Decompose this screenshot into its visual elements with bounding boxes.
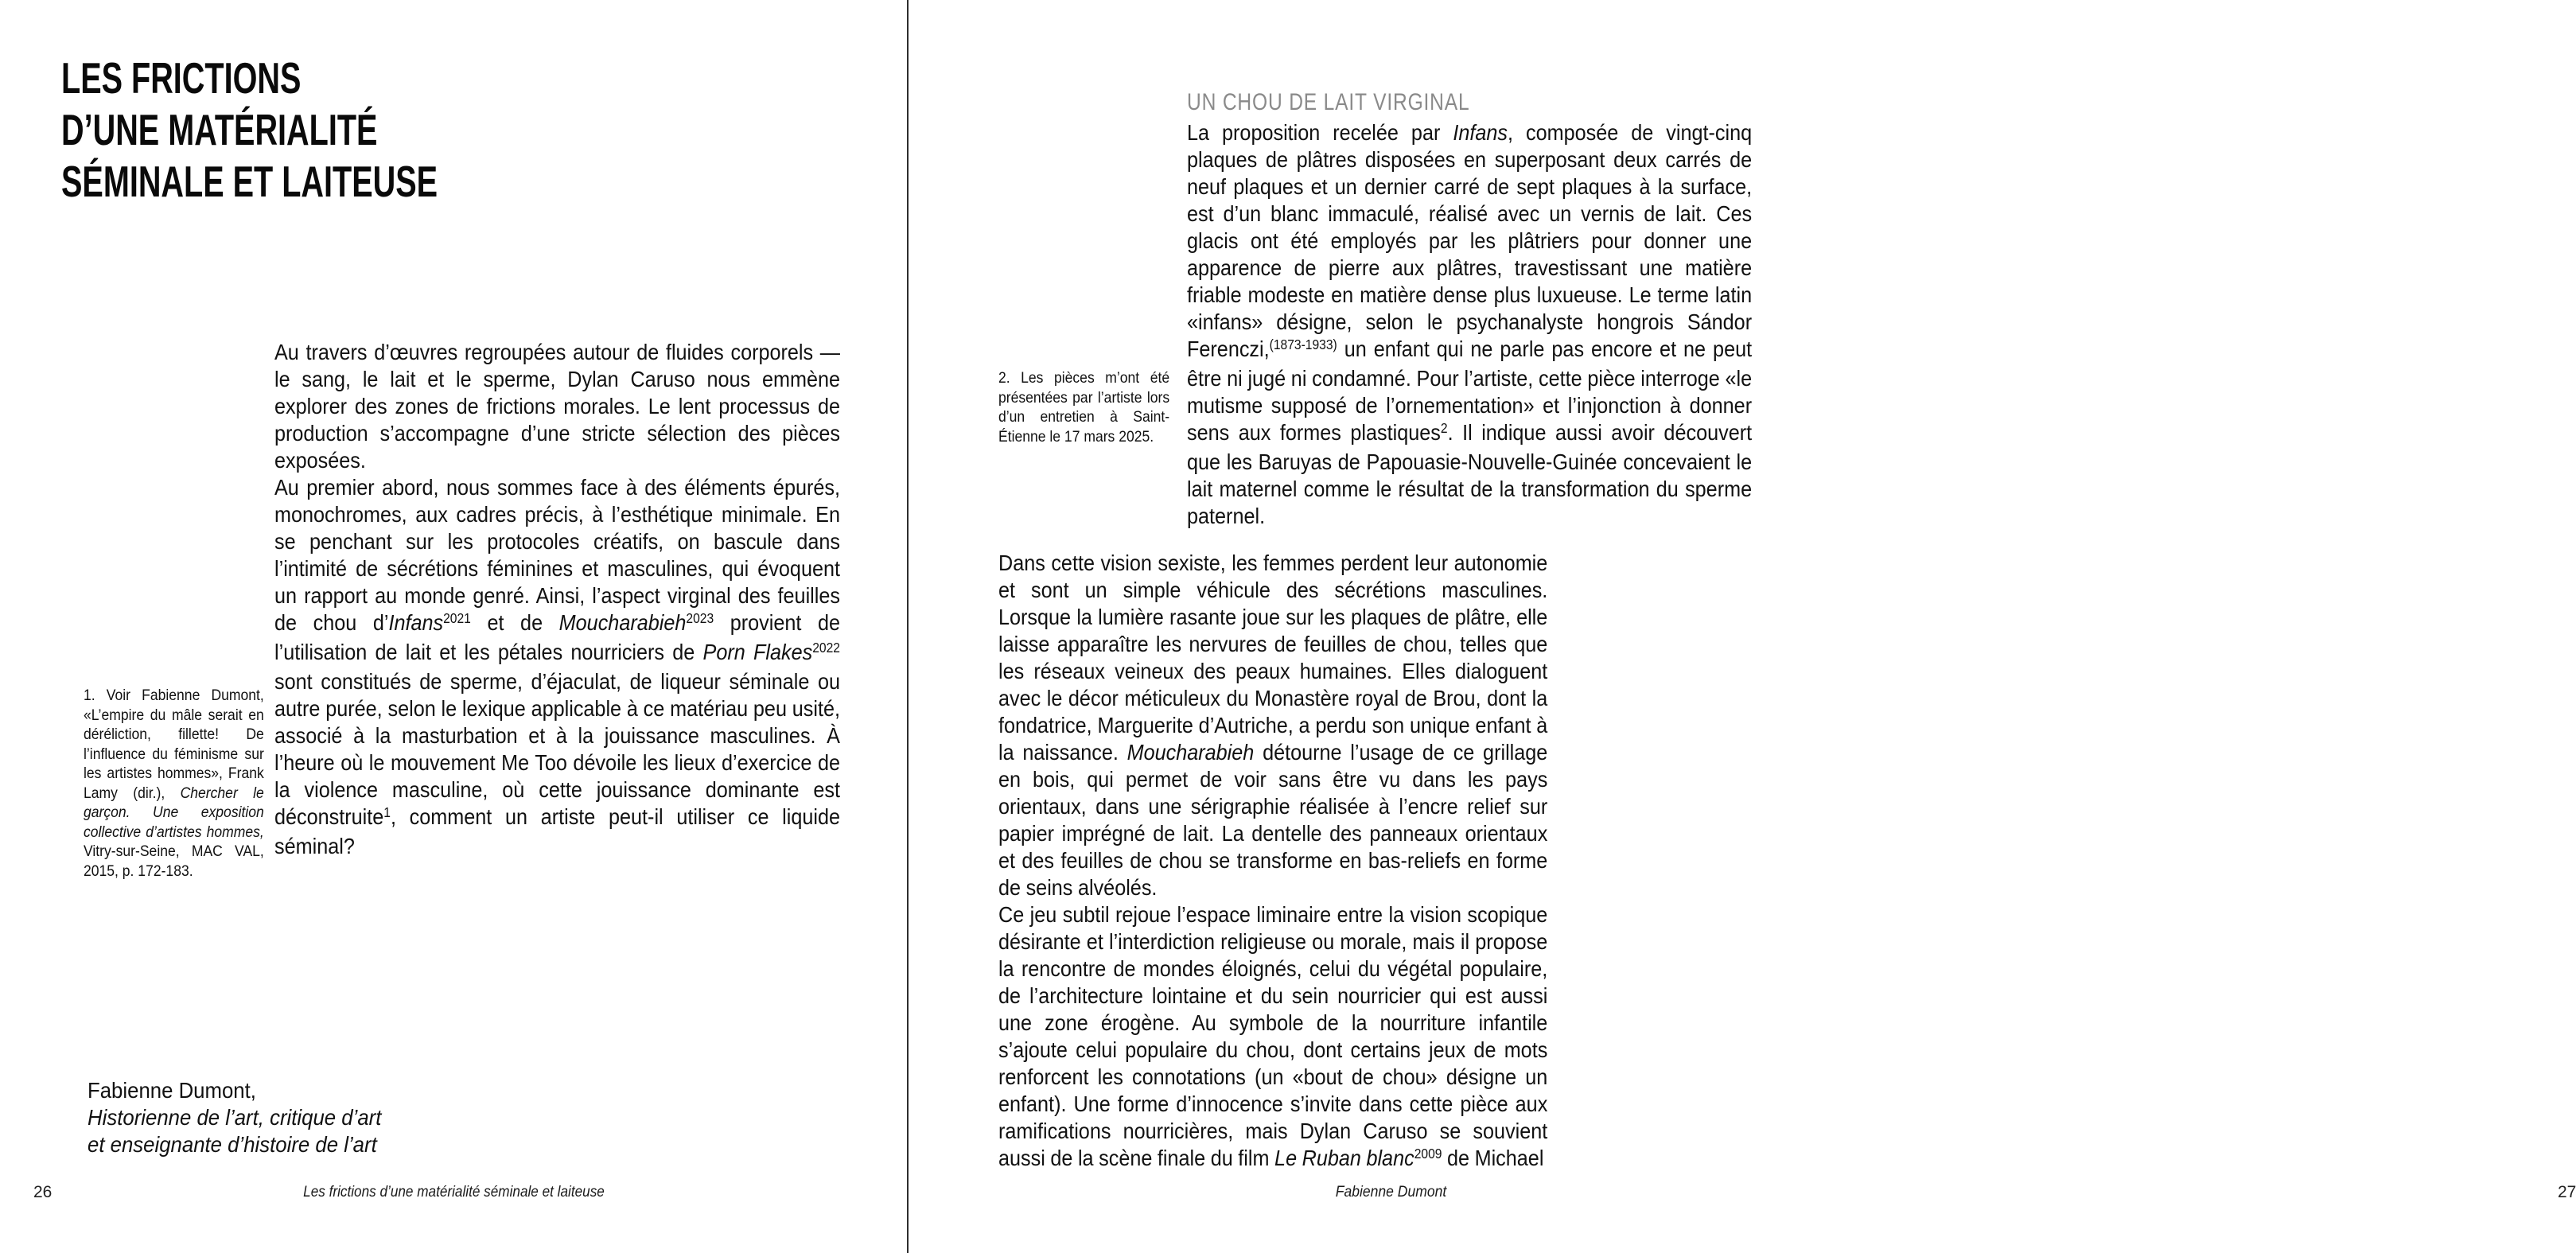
page-number-left: 26: [33, 1183, 53, 1201]
article-title: [61, 53, 438, 208]
margin-footnote-2: 2. Les pièces m’ont été présentées par l’artiste lors d’un entretien à Saint-Étienne le 17 mars 2025.: [998, 369, 1170, 446]
page-footer-left: [0, 1183, 908, 1215]
author-name: Fabienne Dumont,: [88, 1078, 256, 1103]
margin-footnote-1: 1. Voir Fabienne Dumont, «L’empire du mâle serait en déréliction, fillette! De l’influence du féminisme sur les artistes hommes», Frank Lamy (dir.), Chercher le garçon. Une exposition collective d’artistes hommes, Vitry-sur-Seine, MAC VAL, 2015, p. 172-183.: [84, 687, 264, 880]
running-title: Les frictions d’une matérialité séminale et laiteuse: [303, 1183, 605, 1200]
section-heading: UN CHOU DE LAIT VIRGINAL: [1187, 89, 1470, 115]
page-footer-right: [909, 1183, 2576, 1215]
right-body-paragraph-2: Dans cette vision sexiste, les femmes perdent leur autonomie et sont un simple véhicule des sécrétions masculines. Lorsque la lumière rasante joue sur les plaques de plâtre, elle laisse apparaître les nervures de feuilles de chou, telles que les réseaux veineux des peaux humaines. Elles dialoguent avec le décor méticuleux du Monastère royal de Brou, dont la fondatrice, Marguerite d’Autriche, a perdu son unique enfant à la naissance. Moucharabieh détourne l’usage de ce grillage en bois, qui permet de voir sans être vu dans les pays orientaux, dans une sérigraphie réalisée à l’encre relief sur papier imprégné de lait. La dentelle des panneaux orientaux et des feuilles de chou se transforme en bas-reliefs en forme de seins alvéolés. Ce jeu subtil rejoue l’espace liminaire entre la vision scopique désirante et l’interdiction religieuse ou morale, mais il propose la rencontre de mondes éloignés, celui du végétal populaire, de l’architecture lointaine et du sein nourricier qui est aussi une zone érogène. Au symbole de la nourriture infantile s’ajoute celui populaire du chou, dont certains jeux de mots renforcent les connotations (un «bout de chou» désigne un enfant). Une forme d’innocence s’invite dans cette pièce aux ramifications nourricières, mais Dylan Caruso se souvient aussi de la scène finale du film Le Ruban blanc$^{2009}$ de Michael: [998, 551, 1548, 1170]
author-credit: [88, 1077, 381, 1158]
author-role-line: Historienne de l’art, critique d’art: [88, 1105, 382, 1130]
article-title-line: SÉMINALE ET LAITEUSE: [61, 157, 438, 206]
running-author: Fabienne Dumont: [1335, 1183, 1447, 1200]
page-divider: [907, 0, 909, 1253]
article-title-line: D’UNE MATÉRIALITÉ: [61, 105, 378, 154]
intro-paragraph: Au travers d’œuvres regroupées autour de fluides corporels —le sang, le lait et le sperme, Dylan Caruso nous emmène explorer des zones de frictions morales. Le lent processus de production s’accompagne d’une stricte sélection des pièces exposées.: [274, 340, 840, 473]
article-title-line: LES FRICTIONS: [61, 53, 302, 103]
author-role-line: et enseignante d’histoire de l’art: [88, 1132, 377, 1157]
page-number-right: 27: [2558, 1183, 2576, 1201]
left-body-column: [274, 339, 840, 860]
right-body-paragraph-1: La proposition recelée par Infans, composée de vingt-cinq plaques de plâtres disposées en superposant deux carrés de neuf plaques et un dernier carré de sept plaques à la surface, est d’un blanc immaculé, réalisé avec un vernis de lait. Ces glacis ont été employés par les plâtriers pour donner une apparence de pierre aux plâtres, travestissant une matière friable modeste en matière dense plus luxueuse. Le terme latin «infans» désigne, selon le psychanalyste hongrois Sándor Ferenczi,$^{(1873-1933)}$ un enfant qui ne parle pas encore et ne peut être ni jugé ni condamné. Pour l’artiste, cette pièce interroge «le mutisme supposé de l’ornementation» et l’injonction à donner sens aux formes plastiques$^2$. Il indique aussi avoir découvert que les Baruyas de Papouasie-Nouvelle-Guinée concevaient le lait maternel comme le résultat de la transformation du sperme paternel.: [1187, 120, 1753, 528]
left-body-paragraph: Au premier abord, nous sommes face à des éléments épurés, monochromes, aux cadres précis, à l’esthétique minimale. En se penchant sur les protocoles créatifs, on bascule dans l’intimité de sécrétions féminines et masculines, qui évoquent un rapport au monde genré. Ainsi, l’aspect virginal des feuilles de chou d’Infans$^{2021}$ et de Moucharabieh$^{2023}$ provient de l’utilisation de lait et les pétales nourriciers de Porn Flakes$^{2022}$ sont constitués de sperme, d’éjaculat, de liqueur séminale ou autre purée, selon le lexique applicable à ce matériau peu usité, associé à la masturbation et à la jouissance masculines. À l’heure où le mouvement Me Too dévoile les lieux d’exercice de la violence masculine, où cette jouissance dominante est déconstruite$^1$, comment un artiste peut-il utiliser ce liquide séminal?: [274, 475, 840, 858]
